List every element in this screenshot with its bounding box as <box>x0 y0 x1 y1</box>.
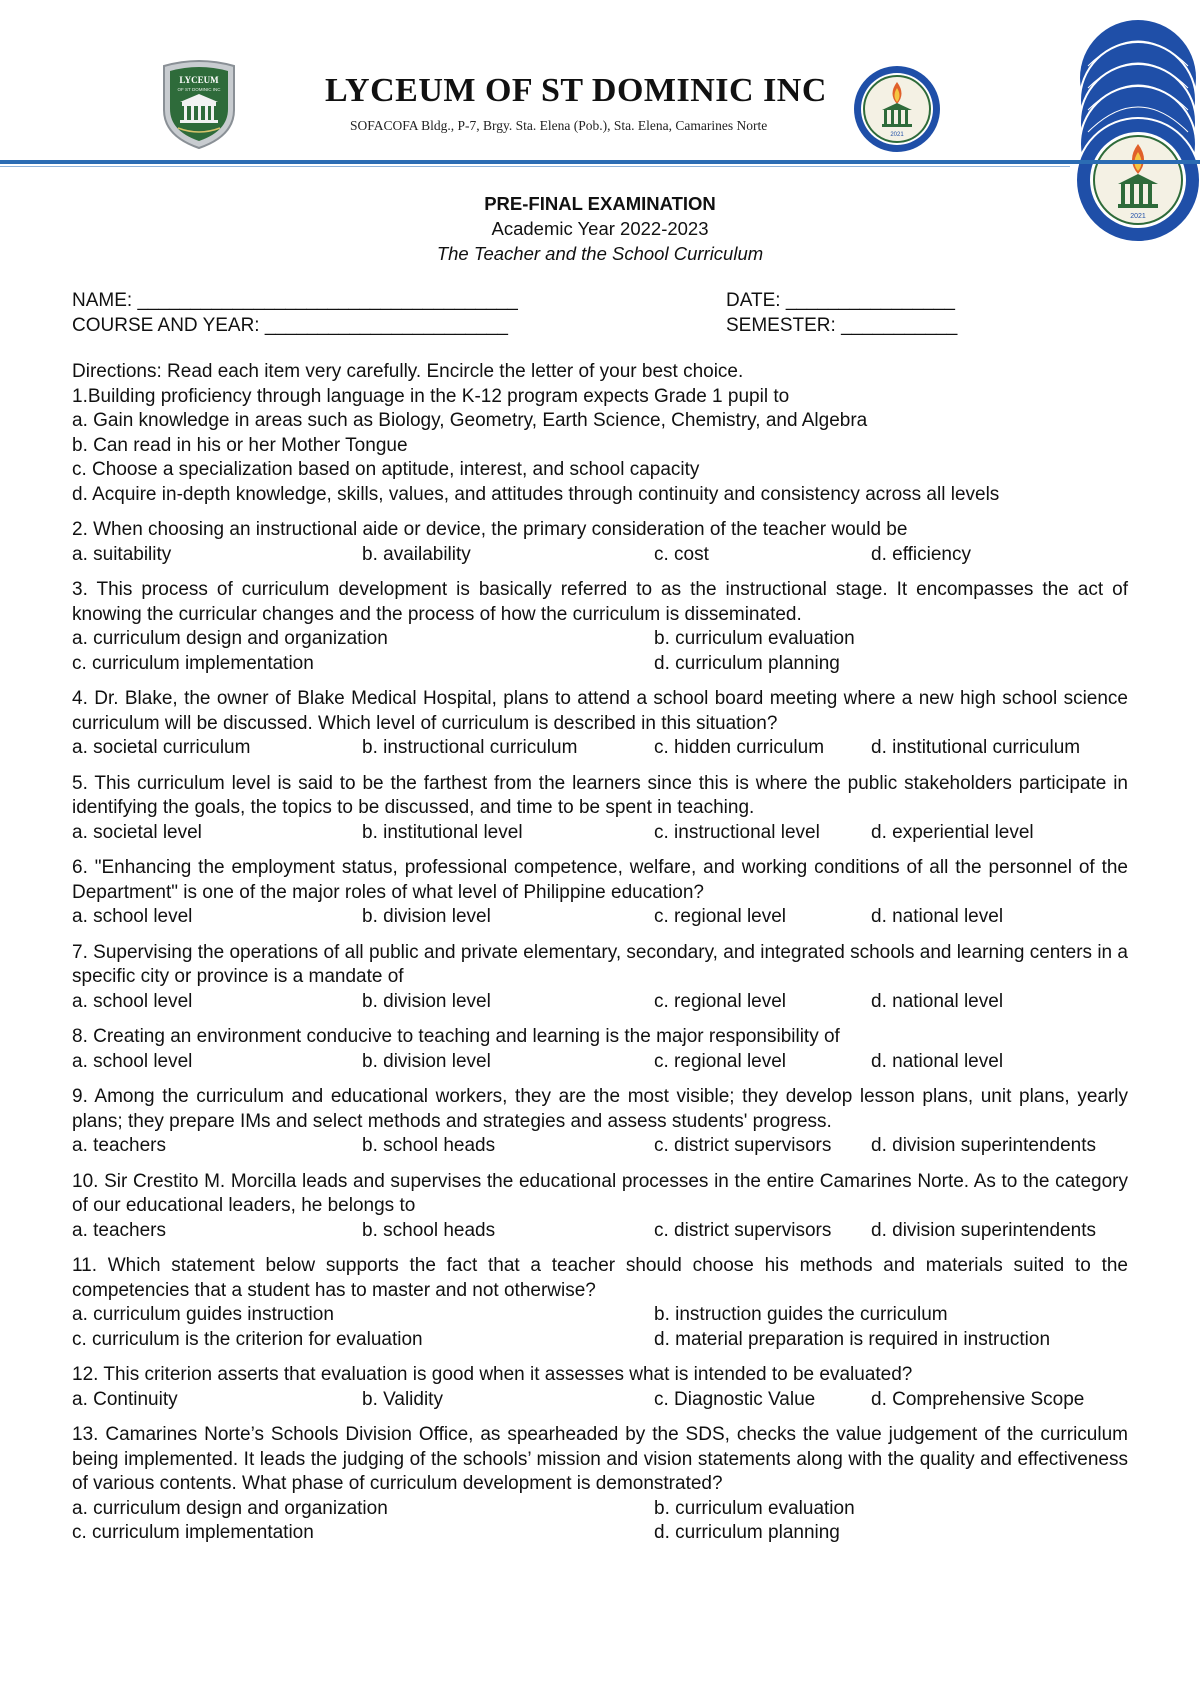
institution-address: SOFACOFA Bldg., P-7, Brgy. Sta. Elena (Pob.), Sta. Elena, Camarines Norte <box>350 118 768 133</box>
option-b[interactable]: b. division level <box>362 906 491 927</box>
question-2 <box>72 518 1128 567</box>
option-a[interactable]: a. curriculum design and organization <box>72 628 388 649</box>
option-a[interactable]: a. Gain knowledge in areas such as Biology, Geometry, Earth Science, Chemistry, and Algebra <box>72 410 868 431</box>
question-3 <box>72 578 1128 676</box>
question-text: 10. Sir Crestito M. Morcilla leads and supervises the educational processes in the entire Camarines Norte. As to the category of our educational leaders, he belongs to <box>72 1170 1128 1216</box>
option-d[interactable]: d. national level <box>871 990 1004 1012</box>
header-rule-thin <box>0 166 1070 167</box>
date-field[interactable]: DATE: ________________ <box>726 290 955 311</box>
option-c[interactable]: c. regional level <box>654 990 787 1012</box>
directions: Directions: Read each item very carefully. Encircle the letter of your best choice. <box>72 361 744 382</box>
option-b[interactable]: b. Can read in his or her Mother Tongue <box>72 434 408 456</box>
question-11 <box>72 1254 1128 1352</box>
question-1 <box>72 385 1128 508</box>
exam-title: PRE-FINAL EXAMINATION <box>484 193 716 214</box>
option-c[interactable]: c. Diagnostic Value <box>654 1388 816 1410</box>
school-shield-logo <box>158 58 240 150</box>
option-d[interactable]: d. national level <box>871 1050 1004 1072</box>
question-text: 5. This curriculum level is said to be the farthest from the learners since this is where the public stakeholders participate in identifying the goals, the topics to be discussed, and time to be spent in teaching. <box>72 772 1128 818</box>
option-a[interactable]: a. curriculum design and organization <box>72 1497 388 1519</box>
option-a[interactable]: a. teachers <box>72 1219 166 1241</box>
option-b[interactable]: b. curriculum evaluation <box>654 628 855 649</box>
question-text: 12. This criterion asserts that evaluation is good when it assesses what is intended to be evaluated? <box>72 1364 913 1385</box>
question-9 <box>72 1085 1128 1159</box>
question-10 <box>72 1170 1128 1244</box>
option-c[interactable]: c. Choose a specialization based on aptitude, interest, and school capacity <box>72 459 700 480</box>
academic-year: Academic Year 2022-2023 <box>491 218 709 239</box>
option-c[interactable]: c. curriculum implementation <box>72 652 314 674</box>
header-rule <box>0 160 1200 164</box>
question-12 <box>72 1363 1128 1412</box>
option-b[interactable]: b. school heads <box>362 1219 496 1241</box>
question-13 <box>72 1423 1128 1546</box>
college-seal-icon <box>852 64 942 154</box>
question-4 <box>72 687 1128 761</box>
student-info-fields <box>72 288 1132 338</box>
option-d[interactable]: d. material preparation is required in instruction <box>654 1328 1051 1350</box>
option-a[interactable]: a. school level <box>72 1050 193 1072</box>
option-d[interactable]: d. curriculum planning <box>654 652 840 674</box>
svg-text:LYCEUM: LYCEUM <box>179 75 219 85</box>
svg-text:2021: 2021 <box>890 132 904 138</box>
option-c[interactable]: c. hidden curriculum <box>654 737 825 758</box>
question-5 <box>72 772 1128 846</box>
question-text: 9. Among the curriculum and educational workers, they are the most visible; they develop lesson plans, unit plans, yearly plans; they prepare IMs and select methods and strategies and assess students' progress. <box>72 1086 1128 1132</box>
option-c[interactable]: c. regional level <box>654 906 787 927</box>
option-b[interactable]: b. school heads <box>362 1135 496 1156</box>
option-d[interactable]: d. efficiency <box>871 543 971 565</box>
exam-title-block <box>0 192 1200 266</box>
option-c[interactable]: c. curriculum is the criterion for evaluation <box>72 1328 423 1350</box>
option-c[interactable]: c. district supervisors <box>654 1135 832 1156</box>
option-b[interactable]: b. institutional level <box>362 821 523 843</box>
option-b[interactable]: b. division level <box>362 1050 491 1072</box>
option-a[interactable]: a. suitability <box>72 543 172 565</box>
question-text: 11. Which statement below supports the fact that a teacher should choose his methods and materials suited to the competencies that a student has to master and not otherwise? <box>72 1255 1128 1301</box>
option-c[interactable]: c. cost <box>654 543 709 565</box>
option-c[interactable]: c. instructional level <box>654 821 820 843</box>
svg-text:2021: 2021 <box>1130 213 1146 220</box>
course-year-field[interactable]: COURSE AND YEAR: _______________________ <box>72 315 508 336</box>
option-a[interactable]: a. societal curriculum <box>72 737 251 758</box>
course-title: The Teacher and the School Curriculum <box>436 243 764 264</box>
option-b[interactable]: b. division level <box>362 990 491 1012</box>
option-a[interactable]: a. curriculum guides instruction <box>72 1304 334 1325</box>
option-a[interactable]: a. school level <box>72 990 193 1012</box>
institution-name: LYCEUM OF ST DOMINIC INC <box>325 72 827 109</box>
option-b[interactable]: b. instructional curriculum <box>362 737 578 758</box>
option-c[interactable]: c. curriculum implementation <box>72 1522 314 1543</box>
option-b[interactable]: b. curriculum evaluation <box>654 1497 855 1519</box>
question-text: 8. Creating an environment conducive to teaching and learning is the major responsibility of <box>72 1026 840 1047</box>
option-d[interactable]: d. Comprehensive Scope <box>871 1388 1085 1410</box>
question-text: 6. "Enhancing the employment status, professional competence, welfare, and working conditions of all the personnel of the Department" is one of the major roles of what level of Philippine education? <box>72 857 1128 903</box>
option-a[interactable]: a. school level <box>72 906 193 927</box>
question-7 <box>72 941 1128 1015</box>
option-d[interactable]: d. national level <box>871 906 1004 927</box>
question-text: 3. This process of curriculum development is basically referred to as the instructional stage. It encompasses the act of knowing the curricular changes and the process of how the curriculum is disseminated. <box>72 579 1128 625</box>
option-b[interactable]: b. instruction guides the curriculum <box>654 1304 948 1325</box>
question-text: 13. Camarines Norte’s Schools Division Office, as spearheaded by the SDS, checks the value judgement of the curriculum being implemented. It leads the judging of the schools’ mission and vision statements along with the quality and effectiveness of various contents. What phase of curriculum development is demonstrated? <box>72 1424 1128 1494</box>
option-d[interactable]: d. curriculum planning <box>654 1522 840 1543</box>
option-d[interactable]: d. experiential level <box>871 821 1034 843</box>
option-c[interactable]: c. district supervisors <box>654 1219 832 1241</box>
option-d[interactable]: d. institutional curriculum <box>871 737 1081 758</box>
option-d[interactable]: d. division superintendents <box>871 1219 1096 1241</box>
option-a[interactable]: a. teachers <box>72 1135 166 1156</box>
question-8 <box>72 1025 1128 1074</box>
option-c[interactable]: c. regional level <box>654 1050 787 1072</box>
semester-field[interactable]: SEMESTER: ___________ <box>726 315 958 336</box>
option-a[interactable]: a. Continuity <box>72 1388 178 1410</box>
option-a[interactable]: a. societal level <box>72 821 202 843</box>
question-text: 2. When choosing an instructional aide or device, the primary consideration of the teacher would be <box>72 519 908 540</box>
question-text: 7. Supervising the operations of all public and private elementary, secondary, and integrated schools and learning centers in a specific city or province is a mandate of <box>72 941 1128 987</box>
option-d[interactable]: d. division superintendents <box>871 1135 1096 1156</box>
name-field[interactable]: NAME: ____________________________________ <box>72 290 518 311</box>
option-b[interactable]: b. Validity <box>362 1388 443 1410</box>
question-text: 4. Dr. Blake, the owner of Blake Medical Hospital, plans to attend a school board meeting where a new high school science curriculum will be discussed. Which level of curriculum is described in this situation? <box>72 688 1128 734</box>
svg-text:OF ST DOMINIC INC: OF ST DOMINIC INC <box>177 87 221 92</box>
option-d[interactable]: d. Acquire in-depth knowledge, skills, values, and attitudes through continuity and consistency across all levels <box>72 483 1000 505</box>
option-b[interactable]: b. availability <box>362 543 471 565</box>
question-text: 1.Building proficiency through language in the K-12 program expects Grade 1 pupil to <box>72 385 790 407</box>
question-6 <box>72 856 1128 930</box>
exam-content <box>72 360 1128 1546</box>
